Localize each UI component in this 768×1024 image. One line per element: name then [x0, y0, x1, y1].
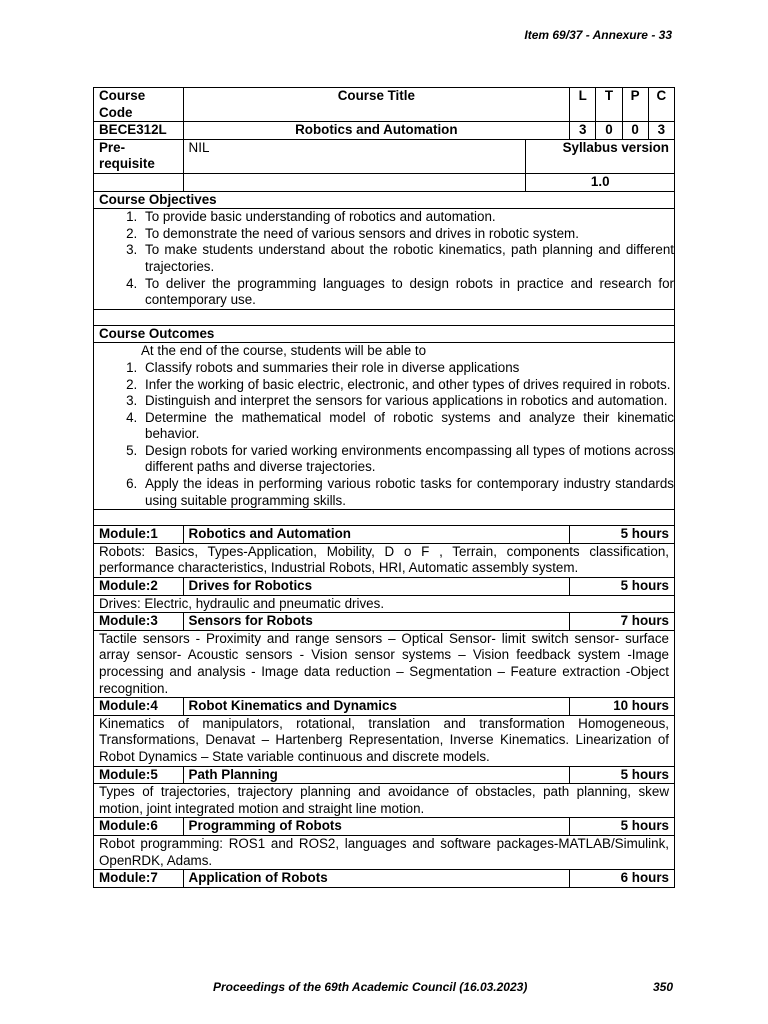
syllabus-version: 1.0 — [526, 173, 675, 191]
list-item: 1. To provide basic understanding of robotics and automation. — [141, 209, 674, 226]
course-code-label: Course Code — [94, 88, 184, 122]
module-title: Robotics and Automation — [183, 526, 570, 544]
outcomes-list — [94, 360, 674, 509]
objectives-body-row — [94, 209, 675, 310]
module-number: Module:5 — [94, 766, 184, 784]
list-item: 5. Design robots for varied working environments encompassing all types of motions across different paths and diverse trajectories. — [141, 443, 674, 476]
spacer-row — [94, 510, 675, 526]
module-header-row — [94, 578, 675, 596]
objectives-heading-row — [94, 191, 675, 209]
t-label: T — [596, 88, 622, 122]
module-content-row — [94, 595, 675, 613]
p-label: P — [622, 88, 648, 122]
outcomes-heading: Course Outcomes — [94, 325, 675, 343]
l-label: L — [570, 88, 596, 122]
c-value: 3 — [648, 122, 674, 140]
l-value: 3 — [570, 122, 596, 140]
module-hours: 5 hours — [570, 766, 675, 784]
module-number: Module:1 — [94, 526, 184, 544]
module-title: Path Planning — [183, 766, 570, 784]
module-content: Tactile sensors - Proximity and range sensors – Optical Sensor- limit switch sensor- surface array sensor- Acoustic sensors - Vision sensor systems – Vision feedback system -Image processing and analysis - Image data reduction – Segmentation – Feature extraction -Object recognition. — [94, 630, 675, 697]
outcomes-body-row — [94, 343, 675, 510]
module-hours: 10 hours — [570, 698, 675, 716]
spacer-row — [94, 309, 675, 325]
p-value: 0 — [622, 122, 648, 140]
list-item: 4. Determine the mathematical model of robotic systems and analyze their kinematic behavior. — [141, 410, 674, 443]
module-content-row — [94, 784, 675, 818]
empty-cell — [183, 173, 526, 191]
module-content: Drives: Electric, hydraulic and pneumatic drives. — [94, 595, 675, 613]
module-header-row — [94, 870, 675, 888]
module-header-row — [94, 766, 675, 784]
outcomes-lead: At the end of the course, students will be able to — [141, 343, 427, 359]
course-header-row — [94, 88, 675, 122]
header-note: Item 69/37 - Annexure - 33 — [524, 28, 672, 42]
t-value: 0 — [596, 122, 622, 140]
module-title: Programming of Robots — [183, 818, 570, 836]
c-label: C — [648, 88, 674, 122]
module-header-row — [94, 613, 675, 631]
syllabus-table — [93, 87, 675, 888]
spacer-cell — [94, 510, 675, 526]
module-header-row — [94, 698, 675, 716]
module-title: Sensors for Robots — [183, 613, 570, 631]
objectives-heading: Course Objectives — [94, 191, 675, 209]
course-title-label: Course Title — [183, 88, 570, 122]
objectives-body — [94, 209, 675, 310]
list-item: 1. Classify robots and summaries their role in diverse applications — [141, 360, 674, 377]
module-hours: 5 hours — [570, 578, 675, 596]
objectives-list — [94, 209, 674, 309]
list-item: 2. To demonstrate the need of various sensors and drives in robotic system. — [141, 226, 674, 243]
module-number: Module:2 — [94, 578, 184, 596]
module-hours: 5 hours — [570, 526, 675, 544]
module-hours: 7 hours — [570, 613, 675, 631]
module-content-row — [94, 630, 675, 697]
module-number: Module:7 — [94, 870, 184, 888]
module-content: Robots: Basics, Types-Application, Mobility, D o F , Terrain, components classification, performance characteristics, Industrial Robots, HRI, Automatic assembly system. — [94, 543, 675, 577]
footer-proceedings: Proceedings of the 69th Academic Council (16.03.2023) — [213, 980, 528, 994]
list-item: 4. To deliver the programming languages to design robots in practice and research for contemporary use. — [141, 276, 674, 309]
module-title: Robot Kinematics and Dynamics — [183, 698, 570, 716]
syllabus-version-label: Syllabus version — [526, 139, 675, 173]
module-header-row — [94, 818, 675, 836]
course-code: BECE312L — [94, 122, 184, 140]
prereq-value: NIL — [183, 139, 526, 173]
module-content-row — [94, 543, 675, 577]
outcomes-heading-row — [94, 325, 675, 343]
outcomes-body — [94, 343, 675, 510]
list-item: 2. Infer the working of basic electric, electronic, and other types of drives required in robots. — [141, 377, 674, 394]
module-content: Kinematics of manipulators, rotational, translation and transformation Homogeneous, Transformations, Denavat – Hartenberg Representation, Inverse Kinematics. Linearization of Robot Dynamics – State variable continuous and discrete models. — [94, 715, 675, 766]
module-hours: 5 hours — [570, 818, 675, 836]
module-content: Robot programming: ROS1 and ROS2, languages and software packages-MATLAB/Simulink, OpenRDK, Adams. — [94, 835, 675, 869]
module-content-row — [94, 715, 675, 766]
module-number: Module:3 — [94, 613, 184, 631]
module-number: Module:4 — [94, 698, 184, 716]
module-content: Types of trajectories, trajectory planning and avoidance of obstacles, path planning, skew motion, joint integrated motion and straight line motion. — [94, 784, 675, 818]
module-content-row — [94, 835, 675, 869]
module-number: Module:6 — [94, 818, 184, 836]
module-header-row — [94, 526, 675, 544]
empty-cell — [94, 173, 184, 191]
prereq-row — [94, 139, 675, 173]
page-number: 350 — [652, 980, 673, 994]
spacer-cell — [94, 309, 675, 325]
prereq-label: Pre-requisite — [94, 139, 184, 173]
course-value-row — [94, 122, 675, 140]
list-item: 3. To make students understand about the robotic kinematics, path planning and different trajectories. — [141, 242, 674, 275]
course-title: Robotics and Automation — [183, 122, 570, 140]
module-title: Drives for Robotics — [183, 578, 570, 596]
module-hours: 6 hours — [570, 870, 675, 888]
list-item: 3. Distinguish and interpret the sensors for various applications in robotics and automation. — [141, 393, 674, 410]
module-title: Application of Robots — [183, 870, 570, 888]
list-item: 6. Apply the ideas in performing various robotic tasks for contemporary industry standards using suitable programming skills. — [141, 476, 674, 509]
syllabus-version-row — [94, 173, 675, 191]
